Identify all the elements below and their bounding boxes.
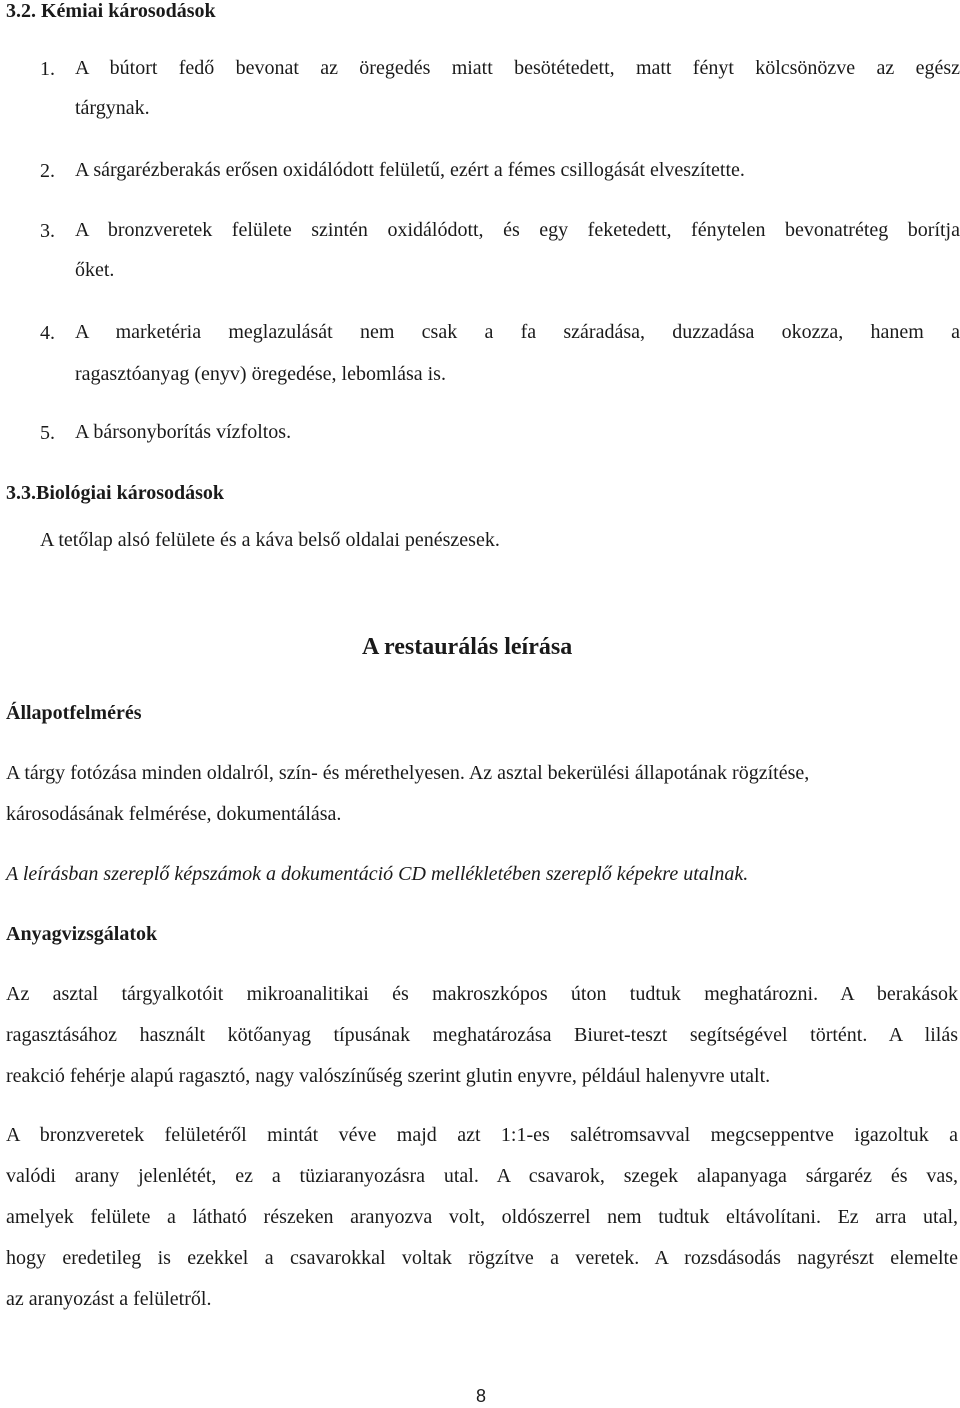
list-item-number: 5. <box>40 422 55 444</box>
section-heading-32: 3.2. Kémiai károsodások <box>6 0 216 22</box>
paragraph-line: az aranyozást a felületről. <box>6 1288 212 1310</box>
list-item-number: 4. <box>40 322 55 344</box>
list-item-text: A bronzveretek felülete szintén oxidálódott, és egy feketedett, fénytelen bevonatréteg borítja <box>75 219 960 241</box>
list-item-text-continuation: ragasztóanyag (enyv) öregedése, lebomlása is. <box>75 363 446 385</box>
list-item-text: A bársonyborítás vízfoltos. <box>75 421 292 443</box>
allapotfelmeres-heading: Állapotfelmérés <box>6 702 142 724</box>
restoration-title: A restaurálás leírása <box>362 634 573 660</box>
paragraph-line: Az asztal tárgyalkotóit mikroanalitikai és makroszkópos úton tudtuk meghatározni. A berakások <box>6 983 958 1005</box>
list-item-text-continuation: tárgynak. <box>75 97 150 119</box>
anyagvizsgalatok-heading: Anyagvizsgálatok <box>6 923 158 945</box>
allapot-italic-note: A leírásban szereplő képszámok a dokumentáció CD mellékletében szereplő képekre utalnak. <box>6 863 749 885</box>
allapot-line: károsodásának felmérése, dokumentálása. <box>6 803 342 825</box>
paragraph-line: ragasztásához használt kötőanyag típusának meghatározása Biuret-teszt segítségével történt. A lilás <box>6 1024 958 1046</box>
list-item-number: 1. <box>40 58 55 80</box>
paragraph-line: valódi arany jelenlétét, ez a tüziaranyozásra utal. A csavarok, szegek alapanyaga sárgaréz és vas, <box>6 1165 958 1187</box>
list-item-text: A sárgarézberakás erősen oxidálódott felületű, ezért a fémes csillogását elveszítette. <box>75 159 745 181</box>
paragraph-line: A bronzveretek felületéről mintát véve majd azt 1:1-es salétromsavval megcseppentve igazoltuk a <box>6 1124 958 1146</box>
paragraph-line: hogy eredetileg is ezekkel a csavarokkal voltak rögzítve a veretek. A rozsdásodás nagyrészt elemelte <box>6 1247 958 1269</box>
list-item-text: A marketéria meglazulását nem csak a fa száradása, duzzadása okozza, hanem a <box>75 321 960 343</box>
paragraph-line: amelyek felülete a látható részeken aranyozva volt, oldószerrel nem tudtuk eltávolítani. Ez arra utal, <box>6 1206 958 1228</box>
page-number: 8 <box>476 1386 487 1406</box>
allapot-line: A tárgy fotózása minden oldalról, szín- és mérethelyesen. Az asztal bekerülési állapotának rögzítése, <box>6 762 810 784</box>
list-item-text-continuation: őket. <box>75 259 115 281</box>
list-item-number: 3. <box>40 220 55 242</box>
section-heading-33: 3.3.Biológiai károsodások <box>6 482 225 504</box>
section-33-text: A tetőlap alsó felülete és a káva belső oldalai penészesek. <box>40 529 500 551</box>
list-item-number: 2. <box>40 160 55 182</box>
paragraph-line: reakció fehérje alapú ragasztó, nagy valószínűség szerint glutin enyvre, például halenyvre utalt. <box>6 1065 771 1087</box>
list-item-text: A bútort fedő bevonat az öregedés miatt besötétedett, matt fényt kölcsönözve az egész <box>75 57 960 79</box>
